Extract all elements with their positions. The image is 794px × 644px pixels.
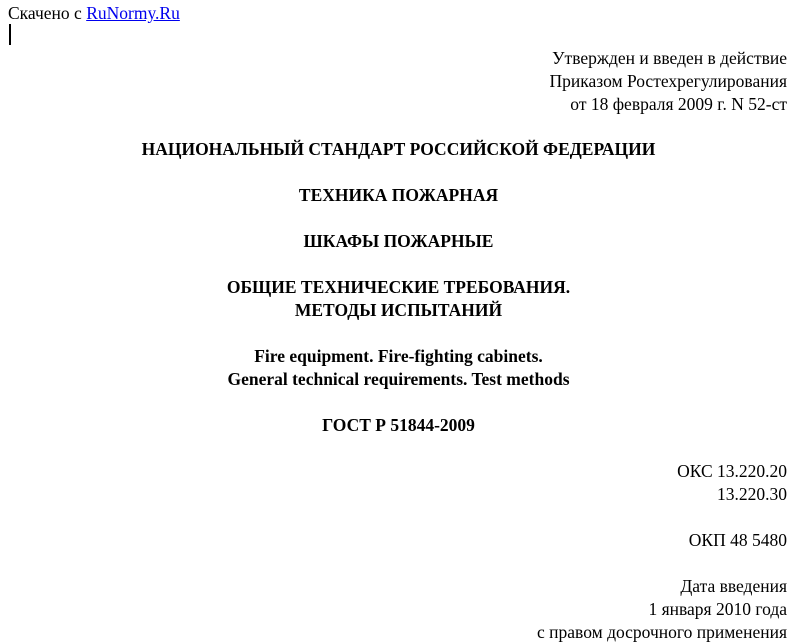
- english-title: [0, 345, 794, 391]
- approval-line: Приказом Ростехрегулирования: [549, 71, 787, 91]
- oks-line: ОКС 13.220.20: [677, 461, 787, 481]
- approval-line: Утвержден и введен в действие: [552, 48, 787, 68]
- requirements-line: МЕТОДЫ ИСПЫТАНИЙ: [294, 300, 503, 320]
- okp-code: ОКП 48 5480: [688, 530, 787, 550]
- runormy-link[interactable]: RuNormy.Ru: [86, 3, 180, 23]
- english-line: General technical requirements. Test methods: [227, 369, 570, 389]
- approval-block: [550, 47, 787, 116]
- source-line: [8, 2, 180, 25]
- gost-number: ГОСТ Р 51844-2009: [322, 415, 475, 435]
- oks-block: [677, 460, 787, 506]
- requirements-title: [0, 276, 794, 322]
- source-prefix: Скачено с: [8, 3, 82, 23]
- product-title: ШКАФЫ ПОЖАРНЫЕ: [303, 231, 494, 251]
- standard-title: НАЦИОНАЛЬНЫЙ СТАНДАРТ РОССИЙСКОЙ ФЕДЕРАЦИИ: [141, 139, 656, 159]
- requirements-line: ОБЩИЕ ТЕХНИЧЕСКИЕ ТРЕБОВАНИЯ.: [226, 277, 571, 297]
- text-cursor: [9, 24, 11, 45]
- introduction-block: [537, 575, 787, 644]
- english-line: Fire equipment. Fire-fighting cabinets.: [254, 346, 543, 366]
- introduction-label: Дата введения: [680, 576, 787, 596]
- introduction-date: 1 января 2010 года: [648, 599, 787, 619]
- introduction-note: с правом досрочного применения: [537, 622, 787, 642]
- oks-line: 13.220.30: [717, 484, 787, 504]
- subject-title: ТЕХНИКА ПОЖАРНАЯ: [298, 185, 499, 205]
- approval-line: от 18 февраля 2009 г. N 52-ст: [570, 94, 787, 114]
